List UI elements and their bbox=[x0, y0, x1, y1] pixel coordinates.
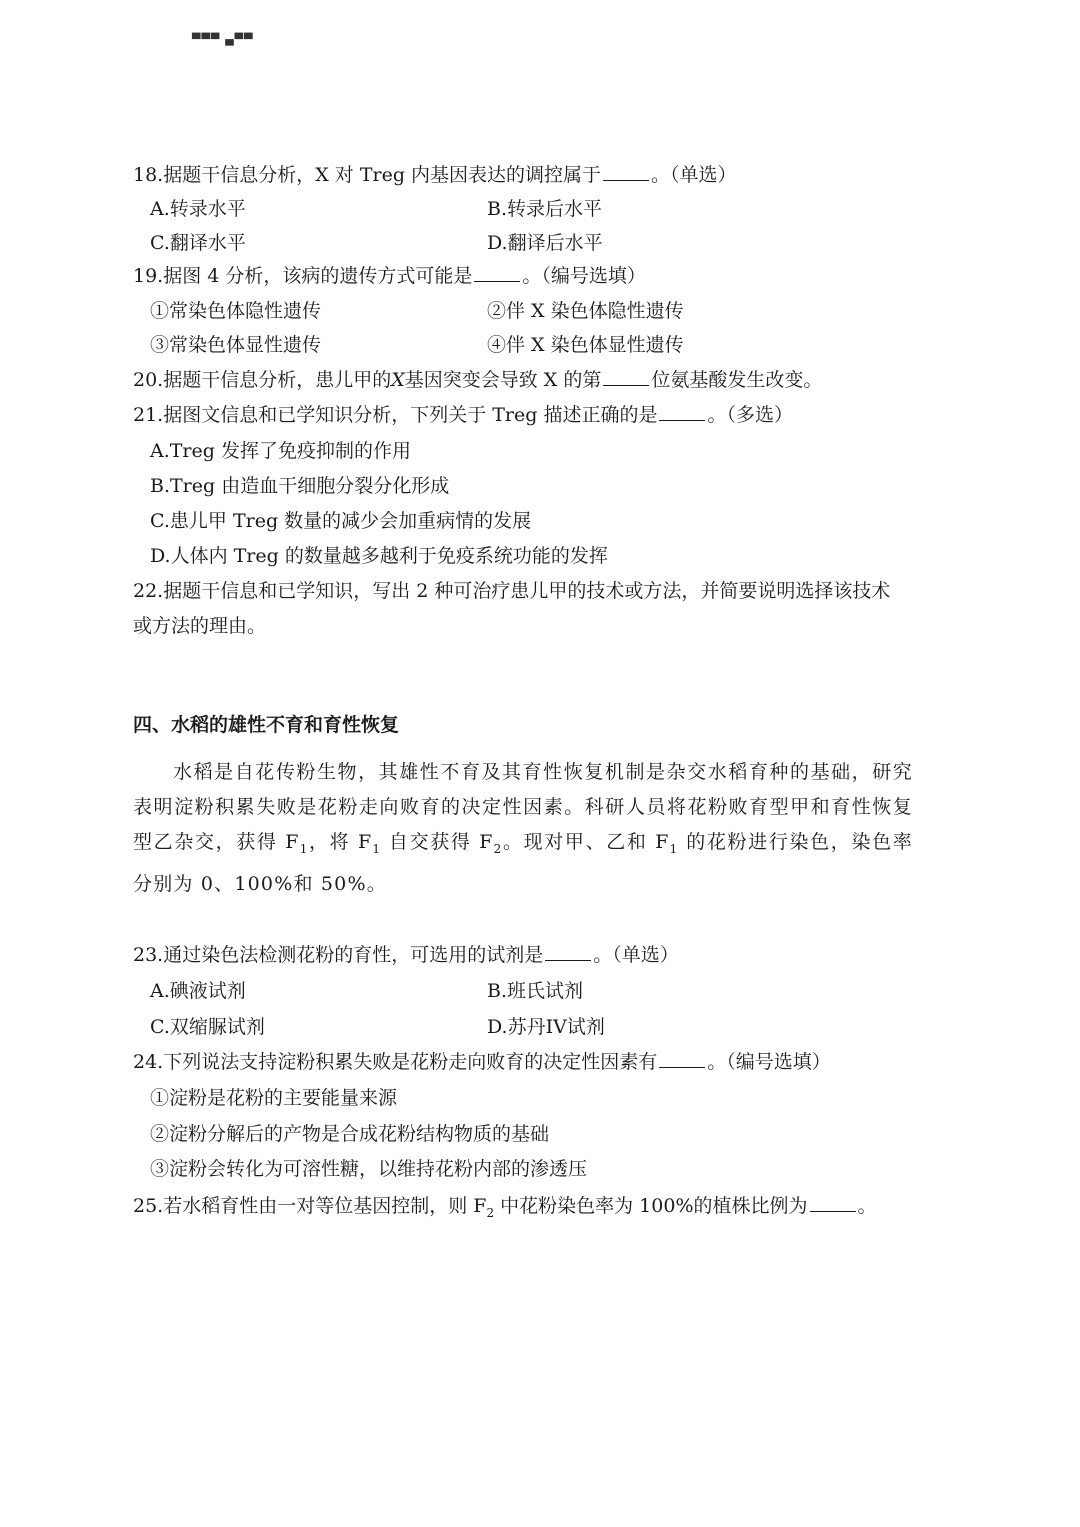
question-21-option-a: A.Treg 发挥了免疫抑制的作用 bbox=[150, 440, 411, 462]
question-19-option-2: ②伴 X 染色体隐性遗传 bbox=[487, 300, 684, 322]
question-23-option-c: C.双缩脲试剂 bbox=[150, 1016, 265, 1038]
answer-blank[interactable] bbox=[659, 402, 705, 421]
question-21-option-b: B.Treg 由造血干细胞分裂分化形成 bbox=[150, 475, 450, 497]
section-paragraph: 水稻是自花传粉生物，其雄性不育及其育性恢复机制是杂交水稻育种的基础，研究表明淀粉积累失败是花粉走向败育的决定性因素。科研人员将花粉败育型甲和育性恢复型乙杂交，获得 $F_1$，将 $F_1$ 自交获得 $F_2$。现对甲、乙和 $F_1$ 的花粉进行染色，染色率分别为 0、100%和 50%。 bbox=[133, 761, 913, 895]
question-24-stem: 24.下列说法支持淀粉积累失败是花粉走向败育的决定性因素有 。（编号选填） bbox=[133, 1051, 831, 1073]
question-20-stem: 20.据题干信息分析，患儿甲的X基因突变会导致 X 的第 位氨基酸发生改变。 bbox=[133, 369, 823, 391]
answer-blank[interactable] bbox=[603, 367, 649, 386]
question-19-option-3: ③常染色体显性遗传 bbox=[150, 334, 322, 356]
question-22-line1: 22.据题干信息和已学知识，写出 2 种可治疗患儿甲的技术或方法，并简要说明选择该技术 bbox=[133, 580, 891, 602]
question-21-option-c: C.患儿甲 Treg 数量的减少会加重病情的发展 bbox=[150, 510, 532, 532]
question-19-option-1: ①常染色体隐性遗传 bbox=[150, 300, 322, 322]
question-18-option-b: B.转录后水平 bbox=[487, 198, 603, 220]
question-21-option-d: D.人体内 Treg 的数量越多越利于免疫系统功能的发挥 bbox=[150, 545, 608, 567]
question-18-stem: 18.据题干信息分析，X 对 Treg 内基因表达的调控属于 。（单选） bbox=[133, 164, 737, 186]
question-18-option-d: D.翻译后水平 bbox=[487, 232, 603, 254]
question-23-option-a: A.碘液试剂 bbox=[150, 980, 246, 1002]
question-21-stem: 21.据图文信息和已学知识分析，下列关于 Treg 描述正确的是 。（多选） bbox=[133, 404, 793, 426]
question-18-option-a: A.转录水平 bbox=[150, 198, 246, 220]
answer-blank[interactable] bbox=[603, 162, 649, 181]
answer-blank[interactable] bbox=[474, 263, 520, 282]
question-23-option-d: D.苏丹IV试剂 bbox=[487, 1016, 605, 1038]
question-25-stem: 25.若水稻育性由一对等位基因控制，则 $F_2$ 中花粉染色率为 100%的植株比例为 。 bbox=[133, 1195, 877, 1220]
header-scan-mark: ▀▀▀ ▄▀▀ bbox=[192, 33, 254, 46]
question-23-option-b: B.班氏试剂 bbox=[487, 980, 584, 1002]
question-24-option-1: ①淀粉是花粉的主要能量来源 bbox=[150, 1087, 398, 1109]
question-18-option-c: C.翻译水平 bbox=[150, 232, 246, 254]
question-24-option-2: ②淀粉分解后的产物是合成花粉结构物质的基础 bbox=[150, 1123, 550, 1145]
section-heading: 四、水稻的雄性不育和育性恢复 bbox=[133, 714, 400, 736]
answer-blank[interactable] bbox=[659, 1049, 705, 1068]
question-22-line2: 或方法的理由。 bbox=[133, 615, 267, 637]
gene-symbol: X bbox=[391, 369, 405, 391]
question-24-option-3: ③淀粉会转化为可溶性糖，以维持花粉内部的渗透压 bbox=[150, 1158, 588, 1180]
answer-blank[interactable] bbox=[810, 1193, 856, 1212]
question-19-stem: 19.据图 4 分析，该病的遗传方式可能是 。（编号选填） bbox=[133, 265, 646, 287]
question-19-option-4: ④伴 X 染色体显性遗传 bbox=[487, 334, 684, 356]
answer-blank[interactable] bbox=[545, 942, 591, 961]
question-23-stem: 23.通过染色法检测花粉的育性，可选用的试剂是 。（单选） bbox=[133, 944, 679, 966]
